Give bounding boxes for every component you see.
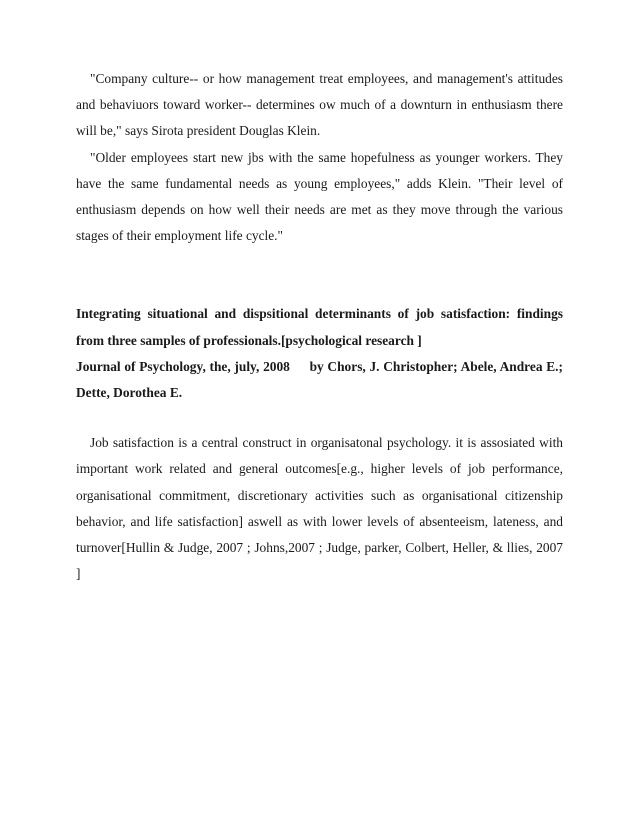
paragraph-company-culture: "Company culture-- or how management treat employees, and management's attitudes and behaviuors toward worker-- determines ow much of a downturn in enthusiasm there will be," says Sirota president Douglas Klein. [76,71,563,139]
paragraph-older-employees: "Older employees start new jbs with the same hopefulness as younger workers. They have the same fundamental needs as young employees," adds Klein. "Their level of enthusiasm depends on how well their needs are met as they move through the various stages of their employment life cycle." [76,149,563,244]
article-citation [76,354,563,406]
article-authors: by Chors, J. Christopher; Abele, Andrea E.; Dette, Dorothea E. [76,358,563,401]
paragraph-job-satisfaction: Job satisfaction is a central construct in organisatonal psychology. it is assosiated with important work related and general outcomes[e.g., higher levels of job performance, organisational commitment, discretionary activities such as organisational citizenship behavior, and life satisfaction] aswell as with lower levels of absenteeism, lateness, and turnover[Hullin & Judge, 2007 ; Johns,2007 ; Judge, parker, Colbert, Heller, & llies, 2007 ] [76,435,563,582]
article-title: Integrating situational and dispsitional determinants of job satisfaction: findings from three samples of professionals.[psychological research ] [76,306,563,348]
section-spacer [76,249,563,301]
section-spacer [76,406,563,430]
document-page [76,66,563,587]
article-journal: Journal of Psychology, the, july, 2008 [76,358,290,374]
